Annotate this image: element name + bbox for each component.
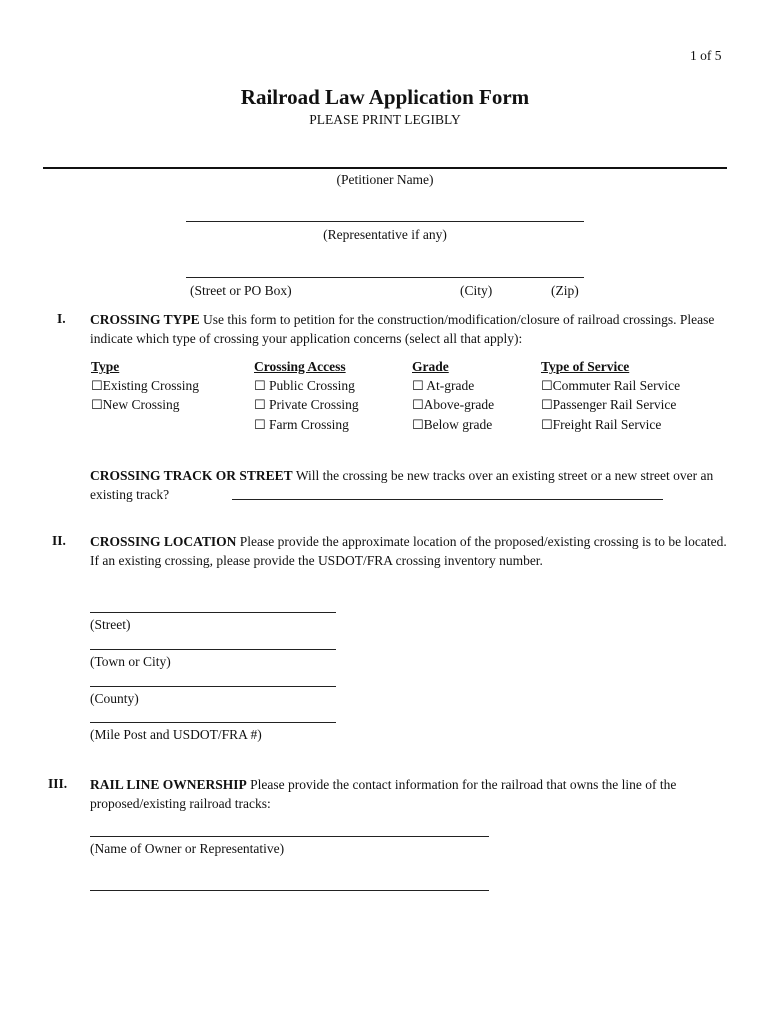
checkbox-icon[interactable]: ☐	[541, 378, 553, 394]
checkbox-private-crossing[interactable]: ☐ Private Crossing	[254, 397, 359, 413]
checkbox-icon[interactable]: ☐	[541, 398, 553, 413]
checkbox-icon[interactable]: ☐	[412, 378, 424, 394]
representative-label: (Representative if any)	[323, 227, 447, 242]
checkbox-icon[interactable]: ☐	[91, 378, 103, 394]
checkbox-below-grade[interactable]: ☐Below grade	[412, 416, 493, 433]
checkbox-icon[interactable]: ☐	[91, 398, 103, 413]
checkbox-icon[interactable]: ☐	[412, 398, 424, 413]
service-column	[541, 358, 680, 435]
checkbox-passenger-rail[interactable]: ☐Passenger Rail Service	[541, 397, 677, 413]
section-1-intro	[90, 311, 730, 348]
checkbox-icon[interactable]: ☐	[541, 417, 553, 433]
section-3-heading: RAIL LINE OWNERSHIP	[90, 777, 247, 792]
checkbox-icon[interactable]: ☐	[254, 417, 266, 433]
checkbox-existing-crossing[interactable]: ☐Existing Crossing	[91, 377, 200, 394]
crossing-track-text: Will the crossing be new tracks over an existing street or a new street over an existing track?	[90, 468, 714, 502]
location-town-field[interactable]	[90, 649, 336, 650]
section-1-numeral: I.	[57, 311, 66, 326]
petitioner-name-field[interactable]	[43, 167, 727, 169]
section-2-intro	[90, 533, 730, 570]
checkbox-commuter-rail[interactable]: ☐Commuter Rail Service	[541, 377, 681, 394]
crossing-track-answer-field[interactable]	[232, 499, 663, 500]
form-subtitle: PLEASE PRINT LEGIBLY	[309, 112, 461, 127]
section-1-text: Use this form to petition for the construction/modification/closure of railroad crossings. Please indicate which type of crossing your application concerns (select all that apply):	[90, 312, 715, 346]
city-label: (City)	[460, 283, 493, 298]
service-header: Type of Service	[541, 359, 630, 374]
grade-column	[412, 358, 494, 435]
owner-extra-field[interactable]	[90, 890, 489, 891]
crossing-access-column	[254, 358, 359, 435]
form-title: Railroad Law Application Form	[240, 85, 530, 109]
location-street-field[interactable]	[90, 612, 336, 613]
checkbox-at-grade[interactable]: ☐ At-grade	[412, 377, 475, 394]
location-milepost-label: (Mile Post and USDOT/FRA #)	[90, 727, 262, 742]
checkbox-public-crossing[interactable]: ☐ Public Crossing	[254, 377, 355, 394]
representative-field[interactable]	[186, 221, 584, 222]
section-2-text: Please provide the approximate location of the proposed/existing crossing is to be located. If an existing crossing, please provide the USDOT/FRA crossing inventory number.	[90, 534, 727, 568]
location-town-label: (Town or City)	[90, 654, 171, 669]
location-street-label: (Street)	[90, 617, 131, 632]
location-milepost-field[interactable]	[90, 722, 336, 723]
page-number: 1 of 5	[690, 48, 722, 63]
checkbox-icon[interactable]: ☐	[412, 417, 424, 433]
owner-name-label: (Name of Owner or Representative)	[90, 841, 285, 856]
owner-name-field[interactable]	[90, 836, 489, 837]
section-3-intro	[90, 776, 730, 813]
checkbox-above-grade[interactable]: ☐Above-grade	[412, 397, 495, 413]
grade-header: Grade	[412, 359, 449, 374]
section-2-numeral: II.	[52, 533, 66, 548]
location-county-label: (County)	[90, 691, 139, 706]
checkbox-icon[interactable]: ☐	[254, 398, 266, 413]
address-field[interactable]	[186, 277, 584, 278]
checkbox-farm-crossing[interactable]: ☐ Farm Crossing	[254, 416, 349, 433]
crossing-access-header: Crossing Access	[254, 359, 346, 374]
section-3-numeral: III.	[48, 776, 68, 791]
section-1-heading: CROSSING TYPE	[90, 312, 200, 327]
checkbox-icon[interactable]: ☐	[254, 378, 266, 394]
section-2-heading: CROSSING LOCATION	[90, 534, 237, 549]
street-po-label: (Street or PO Box)	[190, 283, 292, 298]
checkbox-freight-rail[interactable]: ☐Freight Rail Service	[541, 416, 662, 433]
section-3-text: Please provide the contact information for the railroad that owns the line of the proposed/existing railroad tracks:	[90, 777, 677, 811]
location-county-field[interactable]	[90, 686, 336, 687]
petitioner-name-label: (Petitioner Name)	[336, 172, 434, 187]
type-column	[91, 358, 199, 416]
checkbox-new-crossing[interactable]: ☐New Crossing	[91, 397, 180, 413]
crossing-track-heading: CROSSING TRACK OR STREET	[90, 468, 293, 483]
zip-label: (Zip)	[551, 283, 579, 298]
type-header: Type	[91, 359, 120, 374]
